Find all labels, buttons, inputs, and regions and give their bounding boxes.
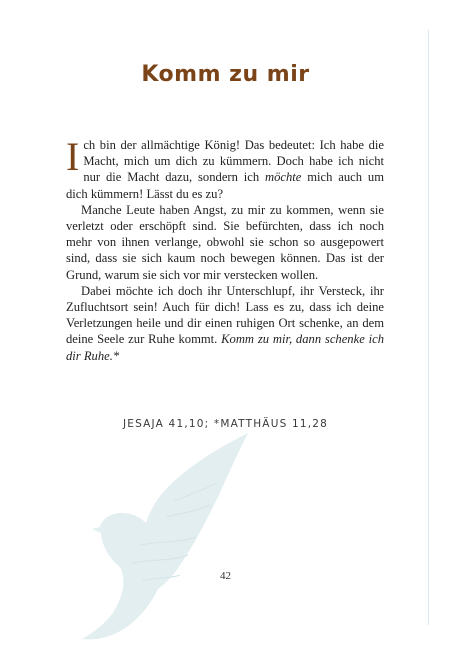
paragraph-3-text: Dabei möchte ich doch ihr Unterschlupf, ihr Versteck, ihr Zufluchtsort sein! Auch für dich! Lass es zu, dass ich deine Verletzungen heile und dir einen ruhigen Ort schenke, an dem deine Seele zur Ruhe kommt. [66,283,384,347]
page-title: Komm zu mir [141,62,310,87]
paragraph-1-emphasis: möchte [265,170,302,185]
dove-silhouette-icon [70,425,270,650]
body-text [66,134,384,364]
paragraph-1-text: ch bin der allmächtige König! Das bedeutet: Ich habe die Macht, mich um dich zu kümmern. Doch habe ich nicht nur die Macht dazu, sondern ich [83,138,384,185]
drop-cap: I [66,134,80,179]
paragraph-3 [66,283,384,364]
page-number: 42 [220,570,231,582]
bible-reference: JESAJA 41,10; *MATTHÄUS 11,28 [122,418,329,430]
paragraph-1 [66,134,384,202]
paragraph-2 [66,202,384,283]
page-edge-line [428,30,429,625]
paragraph-3-emphasis: Komm zu mir, dann schenke ich dir Ruhe.* [66,332,384,363]
paragraph-2-text: Manche Leute haben Angst, zu mir zu kommen, wenn sie verletzt oder erschöpft sind. Sie befürchten, dass ich noch mehr von ihnen verlange, obwohl sie schon so ausgepowert sind, dass sie sich kaum noch bewegen können. Das ist der Grund, warum sie sich vor mir verstecken wollen. [66,202,384,282]
paragraph-1-text-after: mich auch um dich kümmern! Lässt du es zu? [66,170,384,201]
